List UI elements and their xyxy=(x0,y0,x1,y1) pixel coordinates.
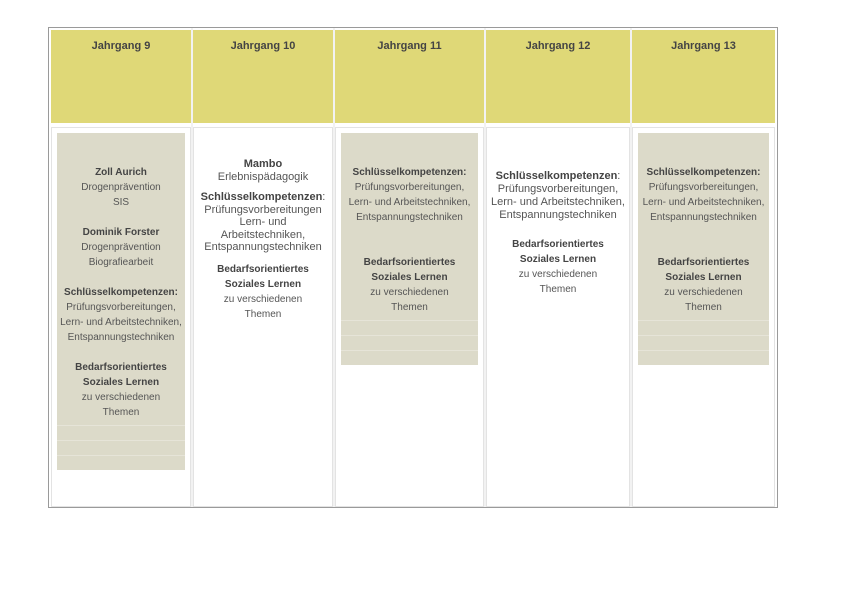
block-line: Prüfungsvorbereitungen xyxy=(204,203,322,216)
block-title: Soziales Lernen xyxy=(224,278,302,290)
block-title: Schlüsselkompetenzen: xyxy=(64,287,178,298)
block-title: Dominik Forster xyxy=(82,227,160,238)
block-line: Entspannungstechniken xyxy=(499,209,617,221)
block-title: Bedarfsorientiertes xyxy=(512,239,604,250)
block-line: Arbeitstechniken, xyxy=(220,228,306,241)
block-line: Entspannungstechniken xyxy=(650,212,757,223)
block-title: Zoll Aurich xyxy=(95,167,147,178)
block-line: zu verschiedenen xyxy=(370,287,449,298)
content-box xyxy=(341,133,478,365)
block-line: SIS xyxy=(112,197,130,208)
column-jahrgang-11 xyxy=(335,30,484,507)
block-line: Lern- und xyxy=(239,216,287,228)
column-header: Jahrgang 11 xyxy=(335,30,484,123)
block-title: Bedarfsorientiertes xyxy=(75,362,167,373)
column-header: Jahrgang 9 xyxy=(51,30,191,123)
block-title: Schlüsselkompetenzen: xyxy=(352,167,467,178)
column-body xyxy=(51,127,191,507)
block-title: Bedarfsorientiertes xyxy=(363,257,456,268)
block-title: Soziales Lernen xyxy=(82,377,160,388)
empty-rows xyxy=(57,425,185,470)
block-title-suffix: : xyxy=(322,191,326,203)
column-header: Jahrgang 13 xyxy=(632,30,775,123)
column-jahrgang-13 xyxy=(632,30,775,507)
schedule-table xyxy=(48,27,778,508)
block-title: Soziales Lernen xyxy=(519,254,597,265)
block-line: Prüfungsvorbereitungen, xyxy=(648,182,759,193)
block-line: zu verschiedenen xyxy=(664,287,743,298)
block-title: Schlüsselkompetenzen xyxy=(495,170,618,182)
block-line: Prüfungsvorbereitungen, xyxy=(354,182,465,193)
block-line: Lern- und Arbeitstechniken, xyxy=(642,197,765,208)
block-title: Bedarfsorientiertes xyxy=(217,263,309,275)
block-line: Prüfungsvorbereitungen, xyxy=(66,302,176,313)
block-line: Themen xyxy=(391,302,428,313)
column-jahrgang-12 xyxy=(486,30,630,507)
content-box xyxy=(57,133,185,470)
column-jahrgang-10 xyxy=(193,30,333,507)
block-line: Entspannungstechniken xyxy=(67,332,175,343)
column-body xyxy=(486,127,630,507)
column-body xyxy=(632,127,775,507)
block-line: Lern- und Arbeitstechniken, xyxy=(491,196,625,208)
block-title-suffix: : xyxy=(617,170,621,182)
column-body xyxy=(193,127,333,507)
content-box xyxy=(638,133,769,365)
column-header: Jahrgang 12 xyxy=(486,30,630,123)
block-line: Biografiearbeit xyxy=(88,257,154,268)
block-title: Soziales Lernen xyxy=(371,272,448,283)
block-line: Lern- und Arbeitstechniken, xyxy=(348,197,471,208)
block-title: Schlüsselkompetenzen: xyxy=(646,167,761,178)
block-line: Themen xyxy=(685,302,722,313)
block-line: Drogenprävention xyxy=(81,182,161,193)
block-line: Prüfungsvorbereitungen, xyxy=(497,183,619,195)
column-jahrgang-9 xyxy=(51,30,191,507)
block-line: Drogenprävention xyxy=(81,242,161,253)
block-title: Soziales Lernen xyxy=(665,272,742,283)
block-line: Entspannungstechniken xyxy=(356,212,463,223)
block-title: Bedarfsorientiertes xyxy=(657,257,750,268)
empty-rows xyxy=(638,320,769,365)
block-line: Lern- und Arbeitstechniken, xyxy=(60,317,182,328)
block-line: Themen xyxy=(244,308,282,320)
block-line: zu verschiedenen xyxy=(223,293,303,305)
empty-rows xyxy=(341,320,478,365)
block-line: Themen xyxy=(102,407,140,418)
block-title: Schlüsselkompetenzen xyxy=(200,191,323,203)
block-line: Themen xyxy=(539,284,577,295)
block-line: zu verschiedenen xyxy=(81,392,161,403)
block-title: Mambo xyxy=(243,158,283,170)
column-body xyxy=(335,127,484,507)
block-line: zu verschiedenen xyxy=(518,269,598,280)
column-header: Jahrgang 10 xyxy=(193,30,333,123)
block-line: Entspannungstechniken xyxy=(204,241,322,253)
block-line: Erlebnispädagogik xyxy=(217,170,309,183)
